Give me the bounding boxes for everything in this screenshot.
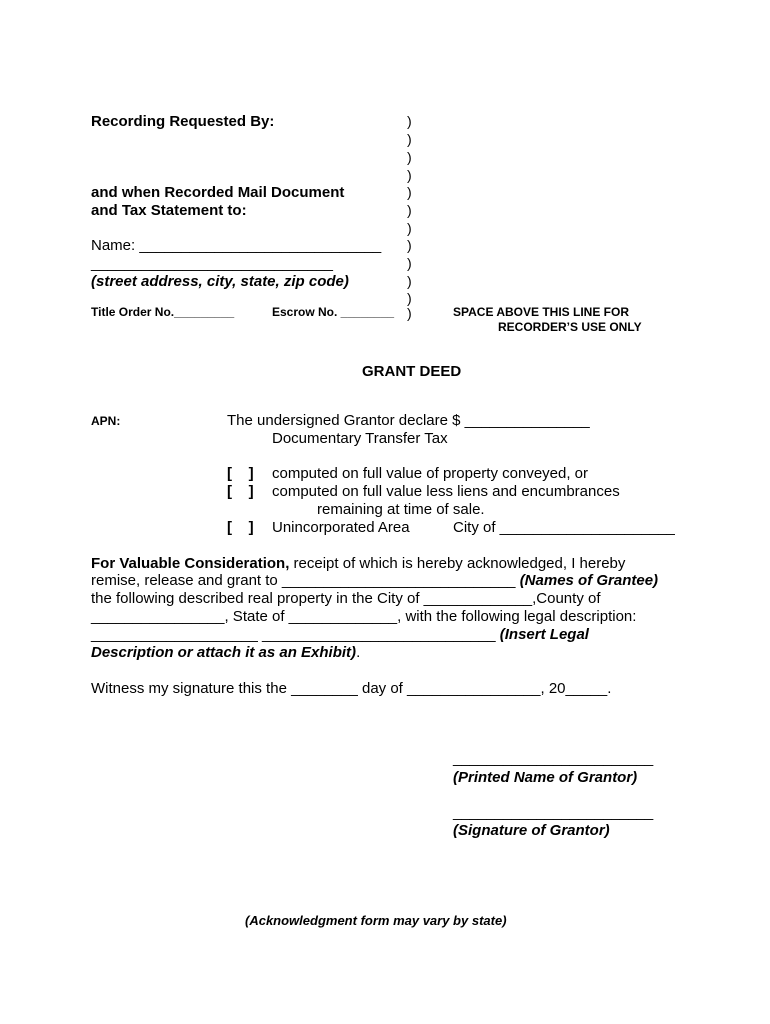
- signature-caption: (Signature of Grantor): [453, 822, 610, 839]
- grantor-declaration: The undersigned Grantor declare $ _______________: [227, 412, 590, 429]
- paren: ): [407, 184, 412, 200]
- recorder-use-line-1: SPACE ABOVE THIS LINE FOR: [453, 305, 630, 319]
- checkbox-full-value: [ ]: [227, 465, 254, 482]
- recorder-use-line-2: RECORDER’S USE ONLY: [498, 320, 642, 334]
- consideration-line-2-text: remise, release and grant to ____________________________: [91, 572, 520, 589]
- documentary-transfer-tax: Documentary Transfer Tax: [272, 430, 448, 447]
- document-title: GRANT DEED: [362, 363, 462, 380]
- acknowledgment-note: (Acknowledgment form may vary by state): [245, 913, 507, 928]
- legal-description-caption: Description or attach it as an Exhibit): [91, 644, 357, 661]
- escrow-number: Escrow No. ________: [272, 305, 395, 319]
- insert-legal: (Insert Legal: [499, 626, 589, 643]
- option-unincorporated: Unincorporated Area: [272, 519, 410, 536]
- consideration-lead: For Valuable Consideration,: [91, 555, 290, 572]
- mail-to-line-1: and when Recorded Mail Document: [91, 184, 345, 201]
- consideration-line-1: [91, 556, 625, 571]
- paren: ): [407, 237, 412, 253]
- consideration-line-5-text: ____________________ ____________________________: [91, 626, 500, 643]
- option-full-value: computed on full value of property conveyed, or: [272, 465, 589, 482]
- consideration-line-2: [91, 573, 658, 588]
- consideration-line-6: [91, 645, 360, 660]
- consideration-line-3: the following described real property in the City of _____________,County of: [91, 590, 601, 607]
- names-of-grantee: (Names of Grantee): [519, 572, 659, 589]
- mail-to-line-2: and Tax Statement to:: [91, 202, 247, 219]
- title-order-number: Title Order No._________: [91, 305, 235, 319]
- recording-requested-by: Recording Requested By:: [91, 113, 275, 130]
- option-less-liens-cont: remaining at time of sale.: [317, 501, 485, 518]
- consideration-line-6-end: .: [356, 644, 361, 661]
- paren: ): [407, 202, 412, 218]
- checkbox-unincorporated: [ ]: [227, 519, 254, 536]
- signature-blank: ________________________: [453, 804, 654, 821]
- paren: ): [407, 149, 412, 165]
- paren: ): [407, 273, 412, 289]
- consideration-line-4: ________________, State of _____________, with the following legal description:: [91, 608, 637, 625]
- option-city: City of _____________________: [453, 519, 675, 536]
- paren: ): [407, 305, 412, 321]
- paren: ): [407, 255, 412, 271]
- printed-name-caption: (Printed Name of Grantor): [453, 769, 638, 786]
- paren: ): [407, 290, 412, 306]
- paren: ): [407, 113, 412, 129]
- address-blank: _____________________________: [91, 255, 333, 272]
- apn-label: APN:: [91, 414, 121, 428]
- name-field: Name: _____________________________: [91, 237, 382, 254]
- printed-name-blank: ________________________: [453, 750, 654, 767]
- paren: ): [407, 131, 412, 147]
- paren: ): [407, 220, 412, 236]
- consideration-line-5: [91, 627, 589, 642]
- checkbox-less-liens: [ ]: [227, 483, 254, 500]
- address-caption: (street address, city, state, zip code): [91, 273, 349, 290]
- witness-line: Witness my signature this the ________ day of ________________, 20_____.: [91, 680, 612, 697]
- paren: ): [407, 167, 412, 183]
- option-less-liens: computed on full value less liens and encumbrances: [272, 483, 620, 500]
- consideration-line-1-rest: receipt of which is hereby acknowledged, I hereby: [289, 555, 626, 572]
